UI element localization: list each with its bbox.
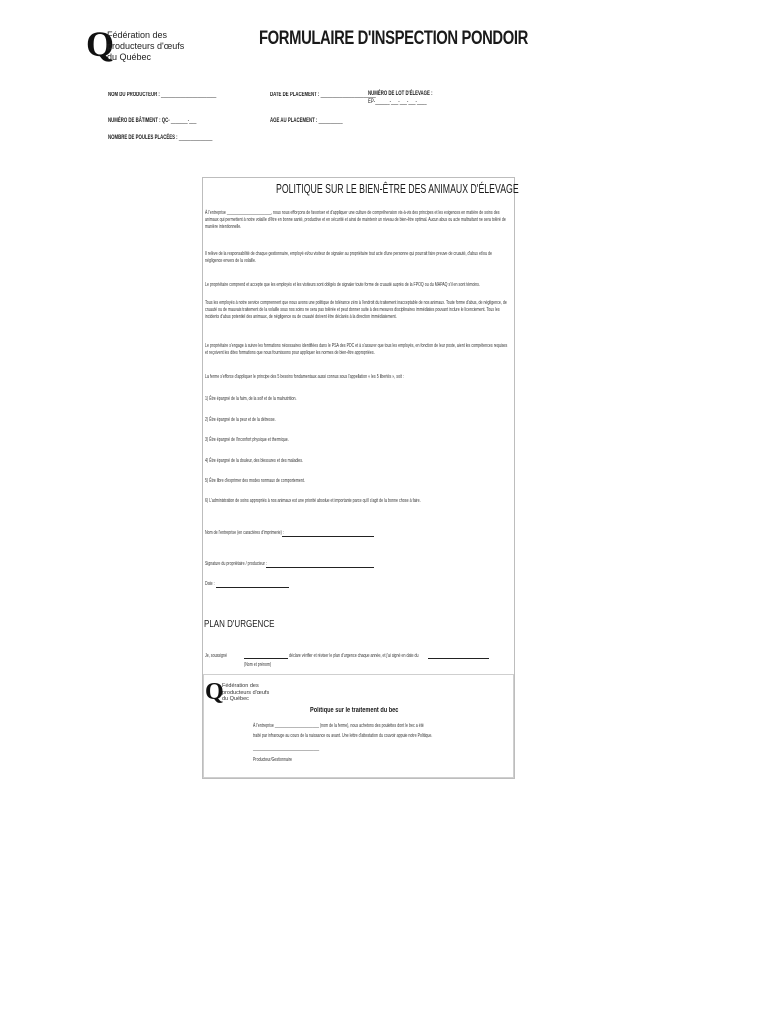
date-line[interactable] <box>216 587 289 588</box>
organization-name <box>107 30 184 63</box>
declaration-date-line[interactable] <box>428 658 489 659</box>
policy-paragraph-3: Le propriétaire comprend et accepte que les employés et les visiteurs sont obligés de signaler toute forme de cruauté auprès de la FPOQ ou du MAPAQ s'il en sont témoins. <box>205 282 480 288</box>
placement-age-label: ÂGE AU PLACEMENT : <box>270 118 318 124</box>
beak-treatment-title: Politique sur le traitement du bec <box>310 707 399 714</box>
lot-number-label: NUMÉRO DE LOT D'ÉLEVAGE : <box>368 91 433 97</box>
freedom-item-3: 3) Être épargné de l'inconfort physique et thermique. <box>205 437 289 443</box>
org-line-1: Fédération des <box>107 30 168 40</box>
hens-placed-line: ______________ <box>178 135 213 141</box>
beak-signature-line[interactable]: _________________________________ <box>253 746 320 752</box>
placement-date-label: DATE DE PLACEMENT : <box>270 92 320 98</box>
inner-org-line-1: Fédération des <box>222 683 259 689</box>
policy-paragraph-1: À l'entreprise ______________________, nous nous efforçons de favoriser et d'appliquer une culture de compréhension vis-à-vis des principes et les exigences en matière de soins des animaux qui permettent à notre volaille d'être en bonne santé, productive et en sécurité et ainsi de maintenir un niveau de bien-être optimal. Aucun abus ou acte maltraitant ne sera toléré de manière intentionnelle. <box>205 210 506 231</box>
beak-treatment-line-1: À l'entreprise ______________________ (nom de la ferme), nous achetons des poulettes dont le bec a été <box>253 723 424 729</box>
logo-q-mark: Q <box>86 24 115 64</box>
emergency-declaration-start: Je, soussigné <box>205 653 228 659</box>
beak-treatment-line-2: traité par infrarouge au cours de la naissance ou avant. Une lettre d'attestation du couvoir appuie notre Politique. <box>253 733 433 739</box>
policy-paragraph-4: Tous les employés à notre service comprennent que nous avons une politique de tolérance zéro à l'endroit du traitement inacceptable de nos animaux. Toute forme d'abus, de négligence, de cruauté ou de mauvais traitement de la volaille sous nos soins ne sera pas tolérée et peut donner suite à des mesures disciplinaires immédiates pouvant inclure le licenciement. Tous les incidents d'abus potentiel des animaux, de négligence ou de cruauté doivent être déclarés à la direction immédiatement. <box>205 300 507 321</box>
producer-name-field[interactable] <box>108 92 216 98</box>
placement-age-line: __________ <box>318 118 343 124</box>
emergency-declaration-end: déclare vérifier et réviser le plan d'urgence chaque année, et j'ai signé en date du <box>289 653 419 659</box>
company-name-line[interactable] <box>282 536 374 537</box>
org-line-3: du Québec <box>107 52 152 62</box>
declarant-name-line[interactable] <box>244 658 288 659</box>
producer-name-label: NOM DU PRODUCTEUR : <box>108 92 160 98</box>
freedom-item-1: 1) Être épargné de la faim, de la soif et de la malnutrition. <box>205 396 297 402</box>
owner-signature-label: Signature du propriétaire / producteur : <box>205 561 267 567</box>
inner-org-line-2: producteurs d'œufs <box>222 689 270 696</box>
policy-paragraph-5: Le propriétaire s'engage à suivre les formations nécessaires identifiées dans le PSA des PDC et à s'assurer que tous les employés, en fonction de leur poste, aient les compétences requises et reçoivent les dites formations que nous fournissons pour appliquer les normes de bien-être appropriées. <box>205 343 508 357</box>
inner-organization-name <box>222 683 269 703</box>
placement-age-field[interactable] <box>270 118 343 124</box>
placement-date-line: _______________________ <box>320 92 376 98</box>
policy-paragraph-2: Il relève de la responsabilité de chaque gestionnaire, employé et/ou visiteur de signaler au propriétaire tout acte d'une personne qui pourrait faire preuve de cruauté, d'abus et/ou de négligence envers de la volaille. <box>205 251 492 265</box>
lot-number-line: EP-______-___-___-___-____ <box>368 99 427 105</box>
policy-paragraph-6: La ferme s'efforce d'appliquer le principe des 5 besoins fondamentaux aussi connus sous l'appellation « les 5 libertés », soit : <box>205 374 404 380</box>
building-number-label: NUMÉRO DE BÂTIMENT : QC- <box>108 118 170 124</box>
owner-signature-line[interactable] <box>266 567 374 568</box>
document-title: FORMULAIRE D'INSPECTION PONDOIR <box>259 28 528 49</box>
beak-signer-caption: Producteur/Gestionnaire <box>253 757 293 763</box>
building-number-field[interactable] <box>108 118 196 124</box>
placement-date-field[interactable] <box>270 92 376 98</box>
hens-placed-field[interactable] <box>108 135 212 141</box>
company-name-label: Nom de l'entreprise (en caractères d'imprimerie) : <box>205 530 284 536</box>
freedom-item-6: 6) L'administration de soins appropriés à nos animaux est une priorité absolue et importante parce qu'il s'agit de la bonne chose à faire. <box>205 498 421 504</box>
inner-logo-q-mark: Q <box>205 679 224 705</box>
hens-placed-label: NOMBRE DE POULES PLACÉES : <box>108 135 178 141</box>
inner-org-line-3: du Québec <box>222 696 249 702</box>
lot-number-field[interactable] <box>368 91 433 105</box>
org-line-2: producteurs d'œufs <box>107 41 185 51</box>
building-number-line: _______-___ <box>170 118 197 124</box>
date-label: Date : <box>205 581 215 587</box>
freedom-item-4: 4) Être épargné de la douleur, des blessures et des maladies. <box>205 458 304 464</box>
emergency-plan-title: PLAN D'URGENCE <box>204 619 275 630</box>
freedom-item-5: 5) Être libre d'exprimer des modes normaux de comportement. <box>205 478 305 484</box>
freedom-item-2: 2) Être épargné de la peur et de la détresse. <box>205 417 276 423</box>
welfare-policy-title: POLITIQUE SUR LE BIEN-ÊTRE DES ANIMAUX D'ÉLEVAGE <box>276 182 519 196</box>
producer-name-line: _______________________ <box>161 92 217 98</box>
name-caption: (Nom et prénom) <box>244 662 272 668</box>
